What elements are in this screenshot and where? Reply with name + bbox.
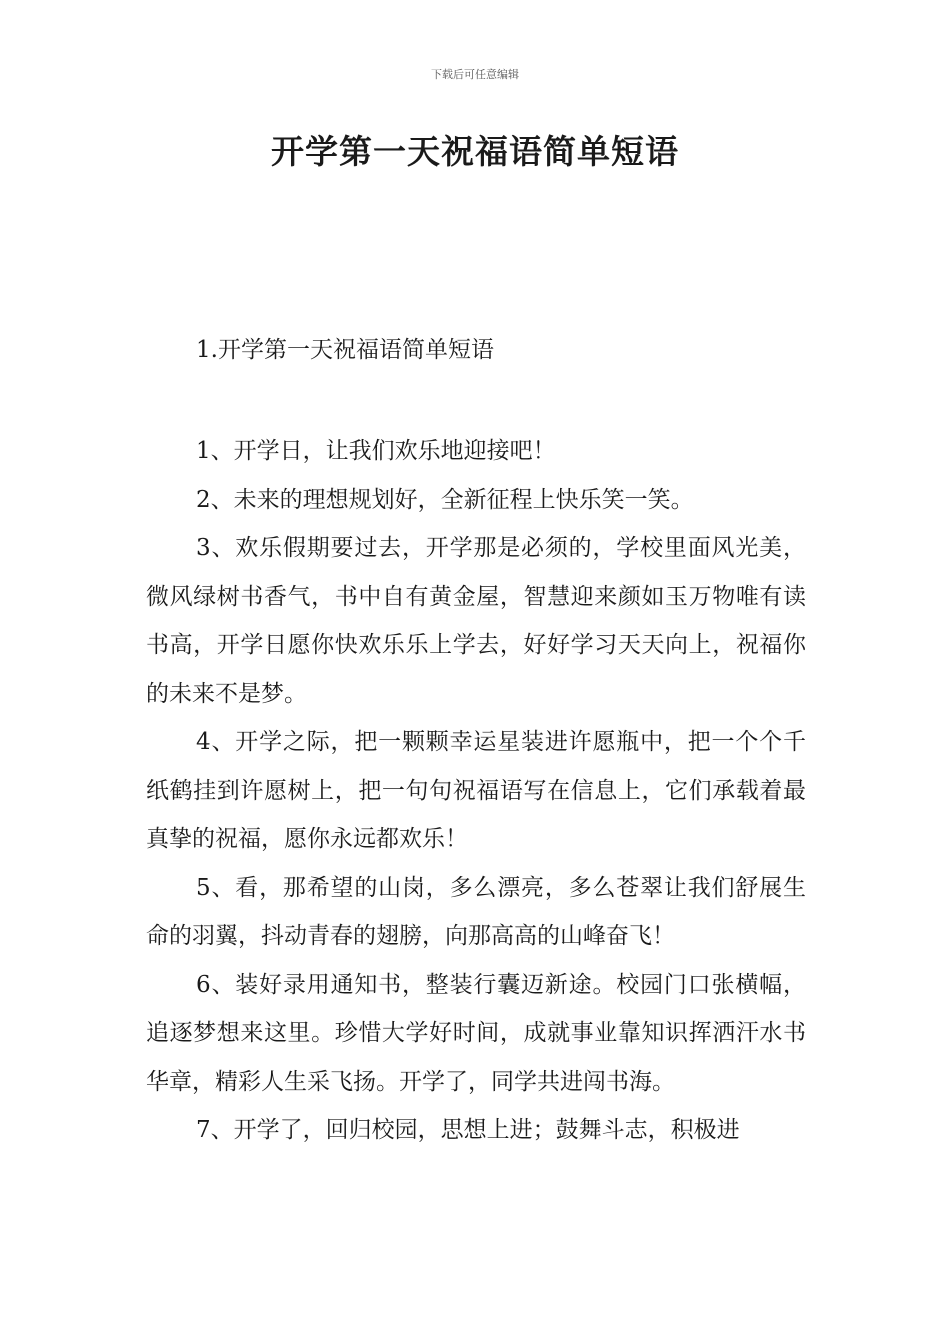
paragraph-5: 5、看，那希望的山岗，多么漂亮，多么苍翠让我们舒展生命的羽翼，抖动青春的翅膀，向那高高的山峰奋飞！ xyxy=(146,874,806,949)
paragraph-3: 3、欢乐假期要过去，开学那是必须的，学校里面风光美，微风绿树书香气，书中自有黄金屋，智慧迎来颜如玉万物唯有读书高，开学日愿你快欢乐乐上学去，好好学习天天向上，祝福你的未来不是梦。 xyxy=(146,535,806,707)
document-title: 开学第一天祝福语简单短语 xyxy=(271,132,679,171)
paragraph-6: 6、装好录用通知书，整装行囊迈新途。校园门口张横幅，追逐梦想来这里。珍惜大学好时间，成就事业靠知识挥洒汗水书华章，精彩人生采飞扬。开学了，同学共进闯书海。 xyxy=(146,971,806,1095)
paragraph-4: 4、开学之际，把一颗颗幸运星装进许愿瓶中，把一个个千纸鹤挂到许愿树上，把一句句祝福语写在信息上，它们承载着最真挚的祝福，愿你永远都欢乐！ xyxy=(146,729,806,852)
paragraph-1: 1、开学日，让我们欢乐地迎接吧！ xyxy=(196,438,556,464)
paragraph-7: 7、开学了，回归校园，思想上进；鼓舞斗志，积极进 xyxy=(196,1117,740,1143)
paragraph-2: 2、未来的理想规划好，全新征程上快乐笑一笑。 xyxy=(196,486,694,513)
body-text xyxy=(146,427,806,1155)
section-heading: 1.开学第一天祝福语简单短语 xyxy=(196,337,494,363)
header-note: 下载后可任意编辑 xyxy=(431,68,519,81)
